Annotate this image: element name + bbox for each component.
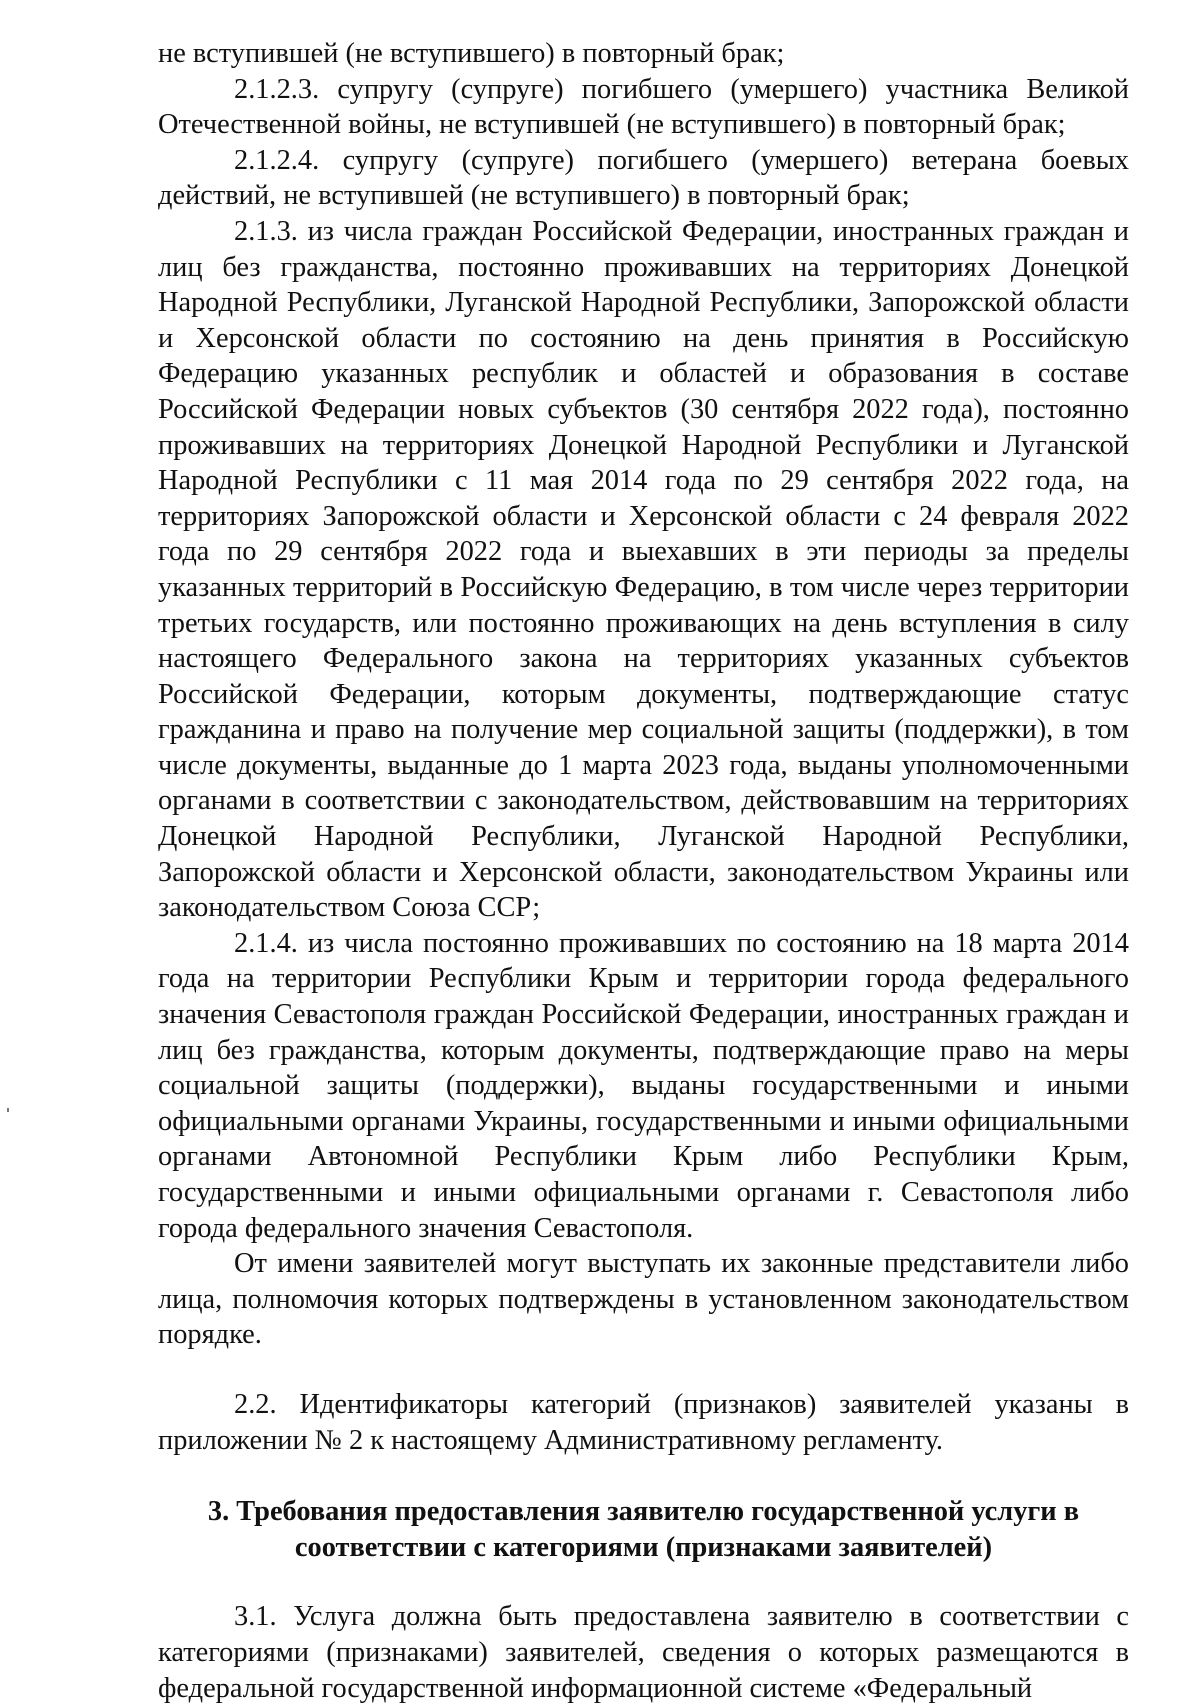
paragraph-2-1-2-4: 2.1.2.4. супругу (супруге) погибшего (умершего) ветерана боевых действий, не вступившей (не вступившего) в повторный брак;	[158, 144, 1129, 212]
paragraph-2-2: 2.2. Идентификаторы категорий (признаков) заявителей указаны в приложении № 2 к настоящему Административному регламенту.	[158, 1388, 1129, 1456]
paragraph-continuation: не вступившей (не вступившего) в повторный брак;	[158, 38, 785, 69]
spacer	[158, 1565, 1129, 1599]
paragraph-2-1-2-3: 2.1.2.3. супругу (супруге) погибшего (умершего) участника Великой Отечественной войны, не вступившей (не вступившего) в повторный брак;	[158, 73, 1129, 141]
spacer	[158, 1458, 1129, 1494]
paragraph-3-1: 3.1. Услуга должна быть предоставлена заявителю в соответствии с категориями (признаками) заявителей, сведения о которых размещаются в федеральной государственной информационной системе «Федеральный	[158, 1601, 1129, 1704]
spacer	[158, 1353, 1129, 1387]
paragraph-representatives: От имени заявителей могут выступать их законные представители либо лица, полномочия которых подтверждены в установленном законодательством порядке.	[158, 1248, 1129, 1351]
paragraph-2-1-4: 2.1.4. из числа постоянно проживавших по состоянию на 18 марта 2014 года на территории Республики Крым и территории города федерального значения Севастополя граждан Российской Федерации, иностранных граждан и лиц без гражданства, которым документы, подтверждающие право на меры социальной защиты (поддержки), выданы государственными и иными официальными органами Украины, государственными и иными официальными органами Автономной Республики Крым либо Республики Крым, государственными и иными официальными органами г. Севастополя либо города федерального значения Севастополя.	[158, 927, 1129, 1244]
paragraph-2-1-3: 2.1.3. из числа граждан Российской Федерации, иностранных граждан и лиц без гражданства, постоянно проживавших на территориях Донецкой Народной Республики, Луганской Народной Республики, Запорожской области и Херсонской области по состоянию на день принятия в Российскую Федерацию указанных республик и областей и образования в составе Российской Федерации новых субъектов (30 сентября 2022 года), постоянно проживавших на территориях Донецкой Народной Республики и Луганской Народной Республики с 11 мая 2014 года по 29 сентября 2022 года, на территориях Запорожской области и Херсонской области с 24 февраля 2022 года по 29 сентября 2022 года и выехавших в эти периоды за пределы указанных территорий в Российскую Федерацию, в том числе через территории третьих государств, или постоянно проживающих на день вступления в силу настоящего Федерального закона на территориях указанных субъектов Российской Федерации, которым документы, подтверждающие статус гражданина и право на получение мер социальной защиты (поддержки), в том числе документы, выданные до 1 марта 2023 года, выданы уполномоченными органами в соответствии с законодательством, действовавшим на территориях Донецкой Народной Республики, Луганской Народной Республики, Запорожской области и Херсонской области, законодательством Украины или законодательством Союза ССР;	[158, 215, 1129, 924]
section-3-heading: 3. Требования предоставления заявителю государственной услуги в соответствии с категориями (признаками заявителей)	[207, 1496, 1080, 1563]
scan-speck	[7, 1108, 9, 1112]
document-page	[158, 36, 1129, 1706]
